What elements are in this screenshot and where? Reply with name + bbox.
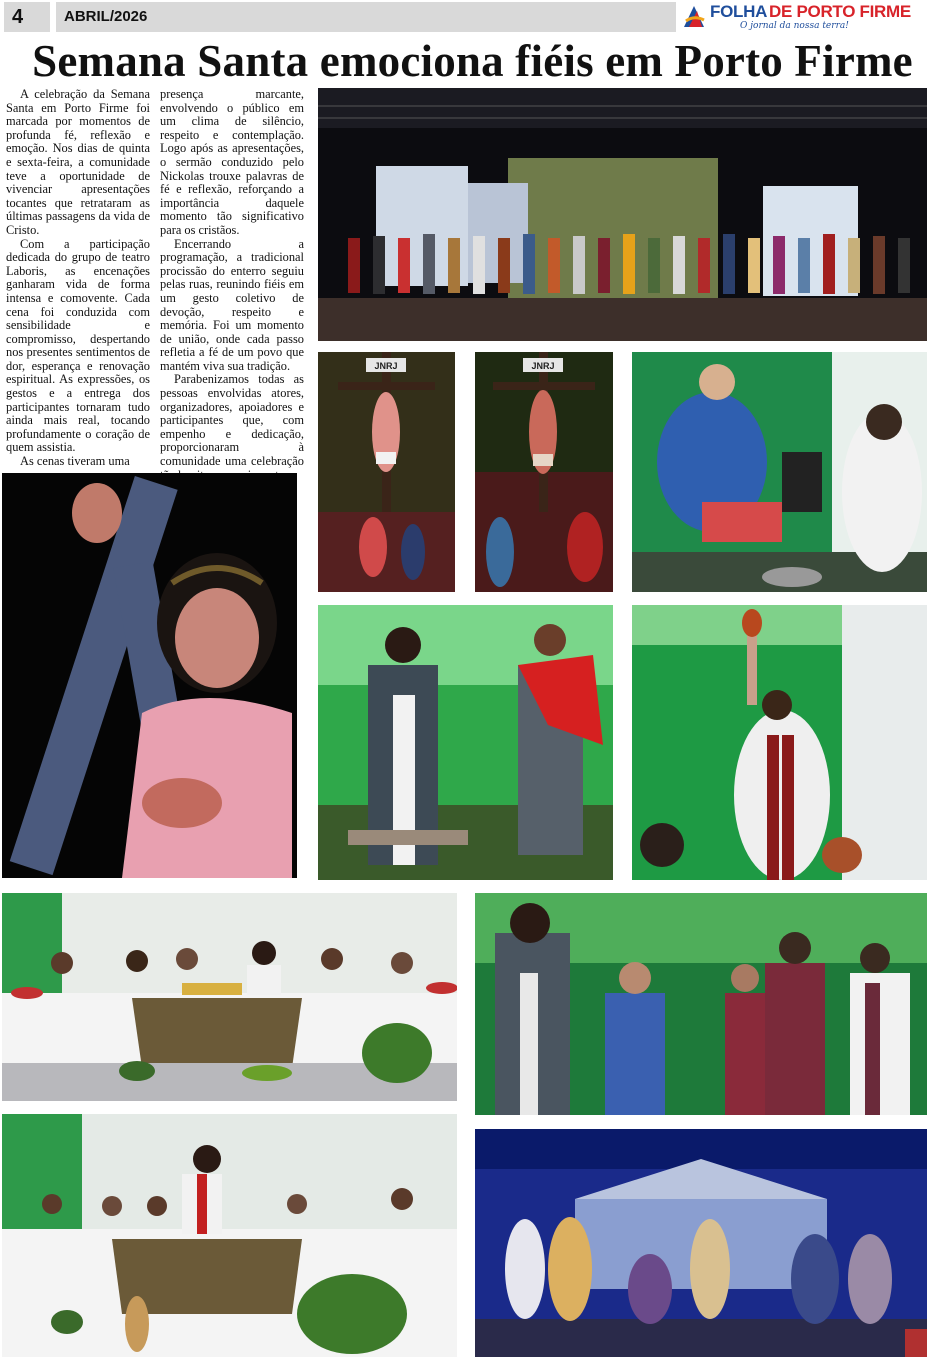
photo-stage-cast (318, 88, 927, 341)
cross-sign-1: JNRJ (374, 361, 398, 371)
article-headline: Semana Santa emociona fiéis em Porto Firme (32, 36, 913, 86)
paragraph: Encerrando a programação, a tradicional procissão do enterro seguiu pelas ruas, reunindo fiéis em um gesto coletivo de devoção, respeito e memória. Foi um momento de união, onde cada passo refletia a fé de um povo que mantém viva sua tradição. (160, 236, 304, 373)
paragraph: Parabenizamos todas as pessoas envolvidas atores, organizadores, apoiadores e participantes que, com empenho e dedicação, proporcionaram à comunidade uma celebração (160, 372, 304, 469)
page-header (0, 0, 945, 34)
photo-crucifixion-2 (475, 352, 613, 592)
issue-date: ABRIL/2026 (56, 2, 676, 32)
paragraph: As cenas tiveram uma (20, 454, 130, 469)
logo-brand-a: FOLHA (710, 2, 768, 21)
page-number: 4 (4, 2, 50, 32)
photo-apostles-group (475, 893, 927, 1115)
logo-tagline: O jornal da nossa terra! (740, 21, 849, 31)
photo-last-supper-1 (2, 893, 457, 1101)
photo-two-characters (318, 605, 613, 880)
article-column-1 (6, 88, 150, 469)
article-column-2 (160, 88, 304, 482)
photo-washing-feet (632, 352, 927, 592)
photo-last-supper-2 (2, 1114, 457, 1357)
paragraph: Com a participação dedicada do grupo de teatro Laboris, as encenações ganharam vida de forma intensa e comovente. Cada cena foi conduzida com sensibilidade e compromisso, despertando nos presentes sentimentos de dor, esperança e renovação espiritual. As expressões, os gestos e a entrega dos participantes tornaram tudo ainda mais real, tocando profundamente o coração de quem assistia. (6, 236, 150, 455)
photo-jesus-with-cross (2, 473, 297, 878)
photo-blue-stage-scene (475, 1129, 927, 1357)
photo-raising-chalice (632, 605, 927, 880)
logo-wordmark (710, 2, 911, 22)
logo-brand-b: DE PORTO FIRME (769, 2, 911, 21)
photo-crucifixion-1 (318, 352, 455, 592)
paragraph: presença marcante, envolvendo o público em um clima de silêncio, respeito e contemplação. Logo após as apresentações, o sermão conduzido pelo Nickolas trouxe palavras de fé e reflexão, reforçando a importância daquele momento tão significativo para os cristãos. (160, 87, 304, 237)
paragraph: A celebração da Semana Santa em Porto Firme foi marcada por momentos de profunda fé, reflexão e emoção. Nos dias de quinta e sexta-feira, a comunidade teve a oportunidade de vivenciar apresentações tocantes que retrataram as últimas passagens da vida de Cristo. (6, 87, 150, 237)
newspaper-logo (680, 0, 930, 34)
logo-mark-icon (680, 3, 708, 31)
cross-sign-2: JNRJ (531, 361, 555, 371)
